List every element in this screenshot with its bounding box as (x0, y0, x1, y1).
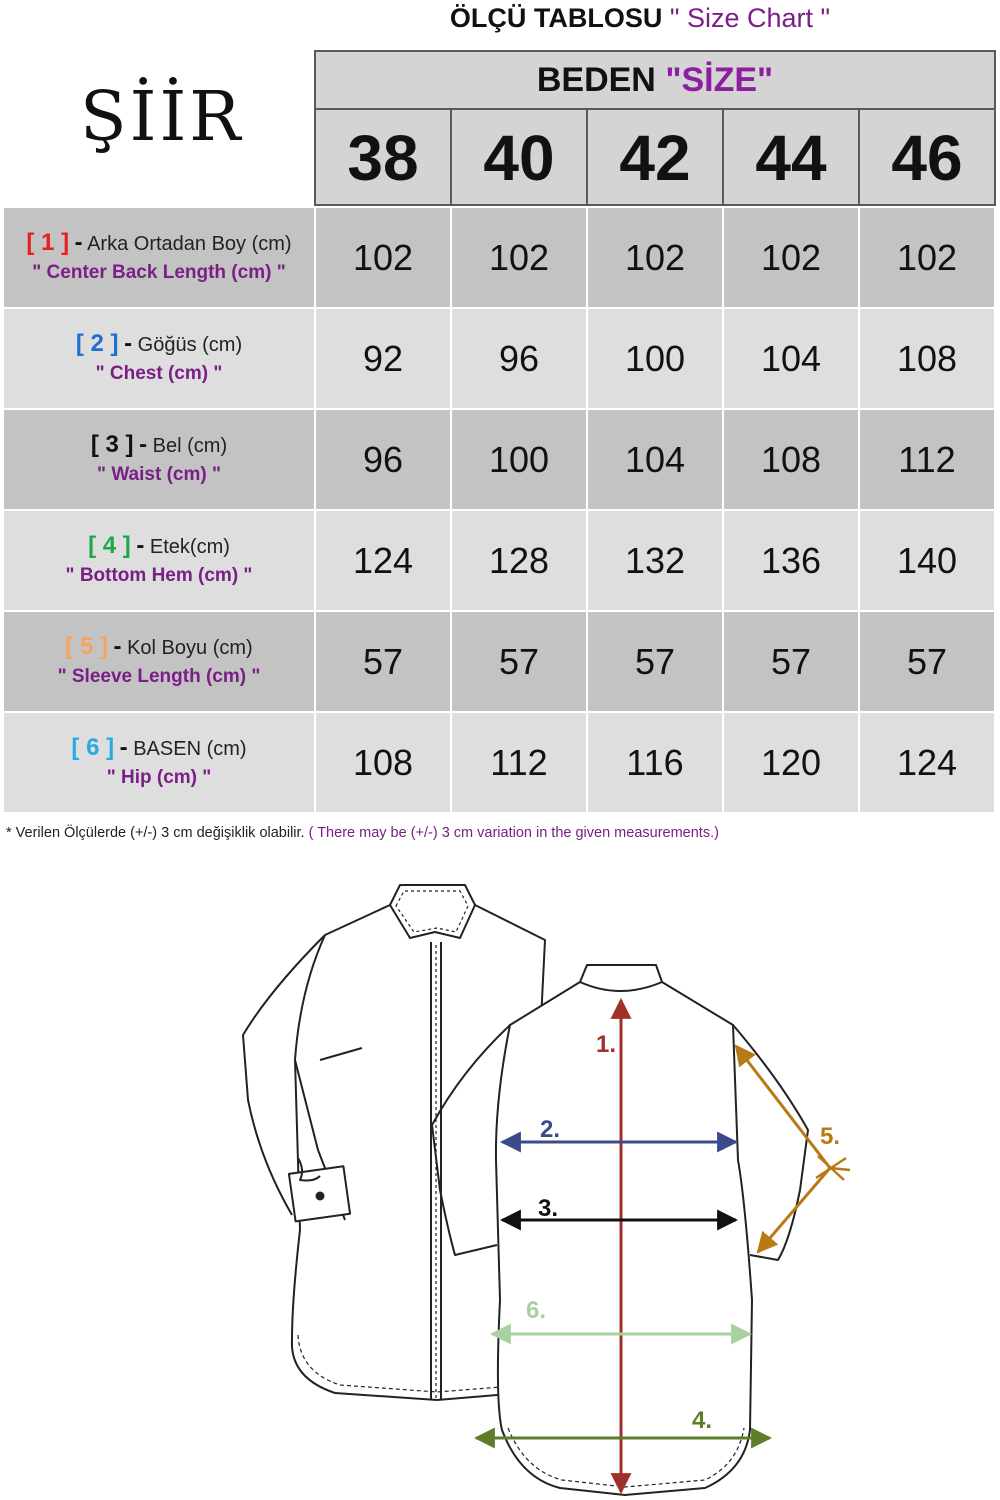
table-row (4, 410, 996, 509)
size-column-header: 46 (860, 110, 996, 206)
table-cell: 100 (588, 309, 722, 408)
row-label-en: " Waist (cm) " (97, 464, 221, 485)
table-cell: 132 (588, 511, 722, 610)
row-label-tr: Bel (cm) (152, 435, 228, 457)
row-label-en: " Center Back Length (cm) " (32, 262, 286, 283)
brand-logo: ŞİİR (80, 78, 244, 157)
back-shirt-body (496, 982, 752, 1495)
garment-diagram (230, 880, 870, 1498)
row-label-tr: Etek(cm) (149, 536, 230, 558)
table-cell: 102 (724, 208, 858, 307)
table-cell: 96 (316, 410, 450, 509)
table-cell: 102 (316, 208, 450, 307)
row-label: [ 1 ] - Arka Ortadan Boy (cm) " Center Back Length (cm) " (4, 208, 314, 307)
table-cell: 136 (724, 511, 858, 610)
row-label-tr: Göğüs (cm) (137, 334, 243, 356)
row-number: [ 5 ] (65, 633, 108, 660)
table-cell: 108 (860, 309, 994, 408)
table-cell: 120 (724, 713, 858, 812)
size-columns (314, 110, 996, 206)
table-cell: 104 (724, 309, 858, 408)
table-cell: 102 (452, 208, 586, 307)
label-hip: 6. (526, 1297, 547, 1324)
row-label-tr: Arka Ortadan Boy (cm) (87, 233, 292, 255)
back-collar (580, 965, 662, 991)
table-row (4, 511, 996, 610)
row-label-tr: BASEN (cm) (133, 738, 247, 760)
row-label: [ 2 ] - Göğüs (cm) " Chest (cm) " (4, 309, 314, 408)
table-cell: 124 (860, 713, 994, 812)
table-cell: 57 (588, 612, 722, 711)
title-turkish: ÖLÇÜ TABLOSU (449, 3, 663, 33)
table-row (4, 309, 996, 408)
table-cell: 57 (316, 612, 450, 711)
row-number: [ 6 ] (71, 734, 115, 761)
label-sleeve: 5. (820, 1123, 841, 1150)
table-cell: 116 (588, 713, 722, 812)
table-cell: 57 (860, 612, 994, 711)
row-label: [ 5 ] - Kol Boyu (cm) " Sleeve Length (cm) " (4, 612, 314, 711)
table-row (4, 713, 996, 812)
table-cell: 102 (860, 208, 994, 307)
front-cuff-button (317, 1193, 324, 1200)
table-cell: 104 (588, 410, 722, 509)
row-number: [ 3 ] (90, 431, 134, 458)
table-cell: 112 (452, 713, 586, 812)
table-cell: 124 (316, 511, 450, 610)
size-header-en: "SİZE" (665, 61, 774, 99)
size-column-header: 38 (314, 110, 452, 206)
table-cell: 108 (724, 410, 858, 509)
table-row (4, 208, 996, 307)
chart-title (0, 0, 1000, 40)
row-number: [ 4 ] (88, 532, 131, 559)
row-label-tr: Kol Boyu (cm) (127, 637, 253, 659)
table-cell: 128 (452, 511, 586, 610)
size-header (314, 50, 996, 110)
row-label: [ 3 ] - Bel (cm) " Waist (cm) " (4, 410, 314, 509)
measurement-note (6, 825, 719, 841)
table-cell: 108 (316, 713, 450, 812)
table-cell: 96 (452, 309, 586, 408)
title-english: " Size Chart " (669, 3, 831, 33)
table-cell: 57 (724, 612, 858, 711)
label-waist: 3. (538, 1195, 559, 1222)
row-label: [ 6 ] - BASEN (cm) " Hip (cm) " (4, 713, 314, 812)
note-english: ( There may be (+/-) 3 cm variation in the given measurements.) (308, 825, 719, 841)
measurement-table (4, 208, 996, 814)
size-column-header: 42 (588, 110, 724, 206)
row-label-en: " Chest (cm) " (95, 363, 223, 384)
label-length: 1. (596, 1031, 617, 1058)
arrow-sleeve-lower (758, 1168, 830, 1252)
size-column-header: 44 (724, 110, 860, 206)
row-number: [ 2 ] (75, 330, 119, 357)
label-chest: 2. (540, 1116, 561, 1143)
table-cell: 102 (588, 208, 722, 307)
table-cell: 92 (316, 309, 450, 408)
row-label-en: " Sleeve Length (cm) " (57, 666, 261, 687)
row-number: [ 1 ] (26, 229, 70, 256)
note-turkish: * Verilen Ölçülerde (+/-) 3 cm değişiklik olabilir. (6, 825, 305, 841)
label-hem: 4. (692, 1407, 713, 1434)
row-label-en: " Hip (cm) " (106, 767, 212, 788)
arrow-sleeve-upper (736, 1046, 830, 1168)
row-label: [ 4 ] - Etek(cm) " Bottom Hem (cm) " (4, 511, 314, 610)
table-cell: 112 (860, 410, 994, 509)
size-column-header: 40 (452, 110, 588, 206)
table-cell: 100 (452, 410, 586, 509)
table-cell: 57 (452, 612, 586, 711)
table-cell: 140 (860, 511, 994, 610)
table-row (4, 612, 996, 711)
row-label-en: " Bottom Hem (cm) " (65, 565, 253, 586)
size-header-tr: BEDEN (536, 61, 656, 99)
